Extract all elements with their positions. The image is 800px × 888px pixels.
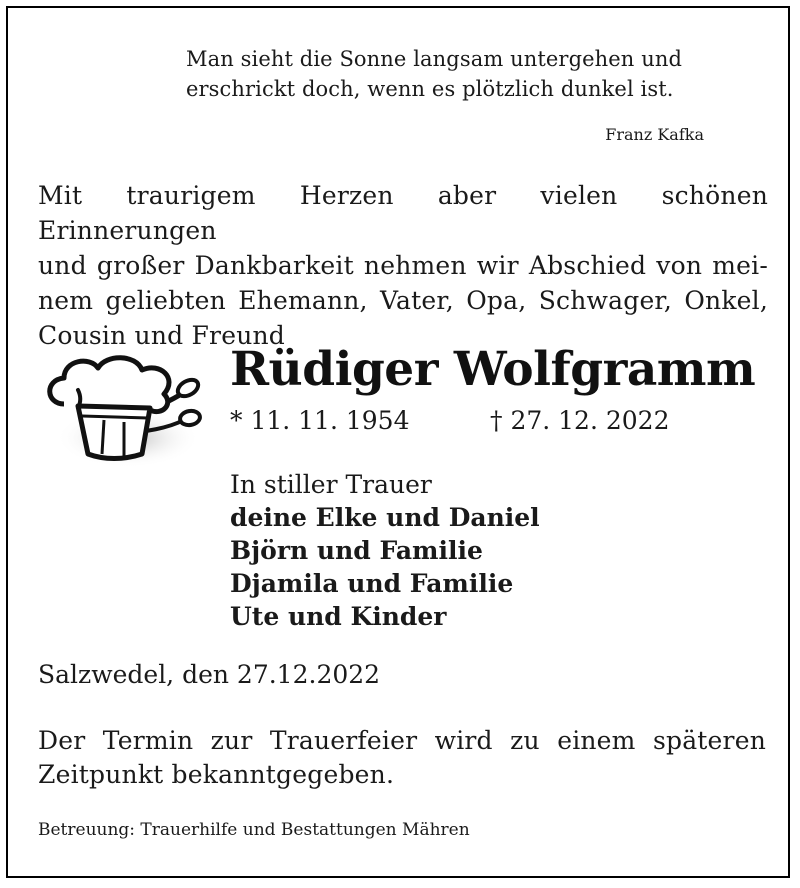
quote-line-2: erschrickt doch, wenn es plötzlich dunkel ist. (186, 77, 674, 101)
birth-date: * 11. 11. 1954 (230, 406, 410, 435)
mourner-item: Ute und Kinder (230, 602, 447, 631)
place-date: Salzwedel, den 27.12.2022 (38, 660, 381, 689)
mourners-intro: In stiller Trauer (230, 470, 432, 499)
intro-line-3: nem geliebten Ehemann, Vater, Opa, Schwager, Onkel, (38, 286, 768, 315)
quote-author: Franz Kafka (605, 125, 704, 144)
quote (186, 44, 726, 104)
mourners-list (230, 468, 540, 633)
intro-text (38, 178, 768, 353)
funeral-home-credit: Betreuung: Trauerhilfe und Bestattungen Mähren (38, 820, 470, 840)
mourner-item: Djamila und Familie (230, 569, 514, 598)
obituary-card (6, 6, 790, 878)
intro-line-1: Mit traurigem Herzen aber vielen schönen Erinnerungen (38, 181, 768, 245)
notice-line-1: Der Termin zur Trauerfeier wird zu einem späteren (38, 726, 766, 755)
notice-line-2: Zeitpunkt bekanntgegeben. (38, 760, 395, 789)
deceased-name: Rüdiger Wolfgramm (230, 342, 756, 397)
mourner-item: deine Elke und Daniel (230, 503, 540, 532)
quote-line-1: Man sieht die Sonne langsam untergehen und (186, 47, 682, 71)
chef-hat-icon (38, 346, 206, 472)
death-date: † 27. 12. 2022 (490, 406, 670, 435)
ceremony-notice (38, 724, 766, 792)
mourner-item: Björn und Familie (230, 536, 483, 565)
intro-line-2: und großer Dankbarkeit nehmen wir Abschied von mei- (38, 251, 768, 280)
intro-line-4: Cousin und Freund (38, 321, 286, 350)
